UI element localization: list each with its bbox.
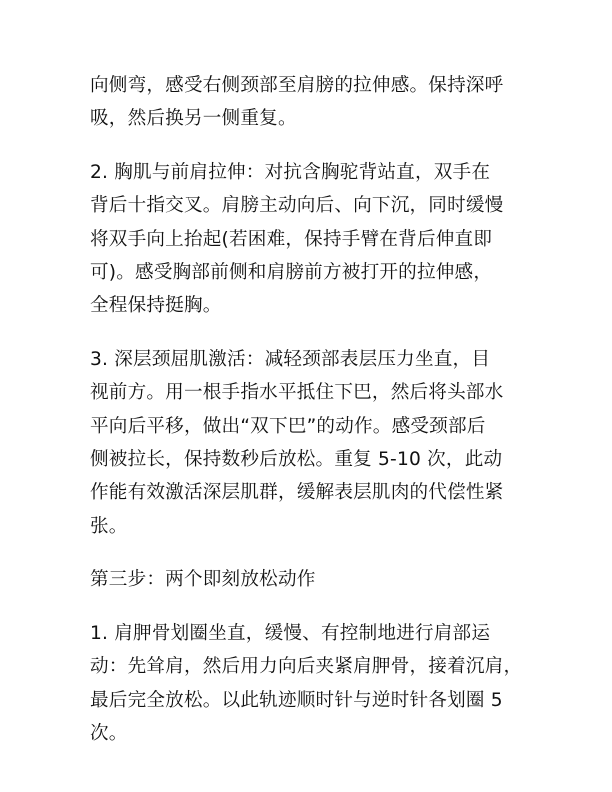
text-line: 次。 [90,722,128,744]
paragraph-gap [90,136,530,156]
text-line: 3. 深层颈屈肌激活：减轻颈部表层压力坐直，目 [90,348,491,370]
paragraph-gap [90,597,530,617]
paragraph-item-3 [90,343,530,543]
text-line: 动：先耸肩，然后用力向后夹紧肩胛骨，接着沉肩， [90,656,523,678]
text-line: 背后十指交叉。肩膀主动向后、向下沉，同时缓慢 [90,195,504,217]
text-line: 视前方。用一根手指水平抵住下巴，然后将头部水 [90,382,504,404]
text-line: 吸，然后换另一侧重复。 [90,108,297,130]
text-line: 将双手向上抬起(若困难，保持手臂在背后伸直即 [90,228,493,250]
text-line: 全程保持挺胸。 [90,295,222,317]
paragraph-item-2 [90,156,530,323]
document-body [90,69,530,750]
text-line: 向侧弯，感受右侧颈部至肩膀的拉伸感。保持深呼 [90,75,504,96]
text-line: 张。 [90,515,128,537]
paragraph-gap [90,323,530,343]
text-line: 侧被拉长，保持数秒后放松。重复 5-10 次，此动 [90,449,503,471]
text-line: 平向后平移，做出“双下巴”的动作。感受颈部后 [90,415,486,437]
heading-line: 第三步：两个即刻放松动作 [90,569,316,591]
paragraph-gap [90,543,530,563]
text-line: 2. 胸肌与前肩拉伸：对抗含胸驼背站直，双手在 [90,161,491,183]
text-line: 可)。感受胸部前侧和肩膀前方被打开的拉伸感， [90,262,493,284]
text-line: 作能有效激活深层肌群，缓解表层肌肉的代偿性紧 [90,482,504,504]
paragraph-item-1 [90,617,530,751]
section-heading-step-3 [90,563,530,596]
text-line: 最后完全放松。以此轨迹顺时针与逆时针各划圈 5 [90,689,503,711]
text-line: 1. 肩胛骨划圈坐直，缓慢、有控制地进行肩部运 [90,622,491,644]
paragraph-continuation [90,69,530,136]
